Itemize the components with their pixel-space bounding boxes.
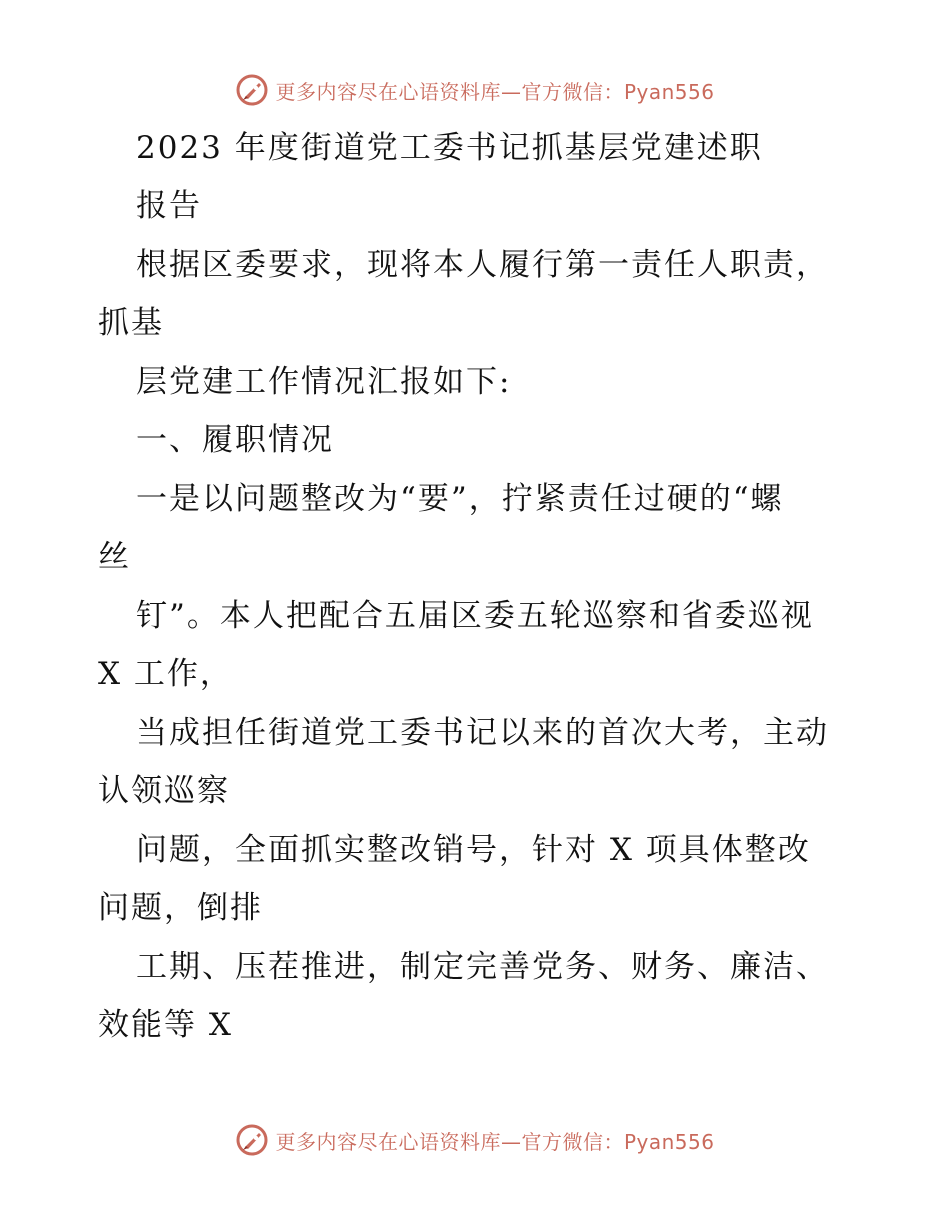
paragraph-line: 工期、压茬推进，制定完善党务、财务、廉洁、 <box>136 949 829 985</box>
watermark-text: 更多内容尽在心语资料库—官方微信：Pyan556 <box>275 79 715 104</box>
paragraph-line: 一是以问题整改为“要”，拧紧责任过硬的“螺 <box>136 481 784 517</box>
title-line-2: 报告 <box>136 188 202 224</box>
paragraph-line: 问题，倒排 <box>98 890 263 926</box>
paragraph-line: 认领巡察 <box>98 773 230 809</box>
paragraph-line: 丝 <box>98 539 131 575</box>
watermark-text: 更多内容尽在心语资料库—官方微信：Pyan556 <box>275 1129 715 1154</box>
section-heading: 一、履职情况 <box>136 422 334 458</box>
paragraph-line: X 工作， <box>98 656 233 692</box>
quill-pen-logo-icon <box>235 73 269 107</box>
paragraph-line: 抓基 <box>98 305 164 341</box>
paragraph-line: 钉”。本人把配合五届区委五轮巡察和省委巡视 <box>136 598 814 634</box>
quill-pen-logo-icon <box>235 1123 269 1157</box>
title-line-1: 2023 年度街道党工委书记抓基层党建述职 <box>136 130 763 166</box>
paragraph-line: 问题，全面抓实整改销号，针对 X 项具体整改 <box>136 832 811 868</box>
paragraph-line: 层党建工作情况汇报如下: <box>136 364 512 400</box>
header-watermark <box>0 70 950 110</box>
paragraph-line: 根据区委要求，现将本人履行第一责任人职责， <box>136 247 829 283</box>
footer-watermark <box>0 1120 950 1160</box>
paragraph-line: 当成担任街道党工委书记以来的首次大考，主动 <box>136 715 829 751</box>
paragraph-line: 效能等 X <box>98 1007 233 1043</box>
